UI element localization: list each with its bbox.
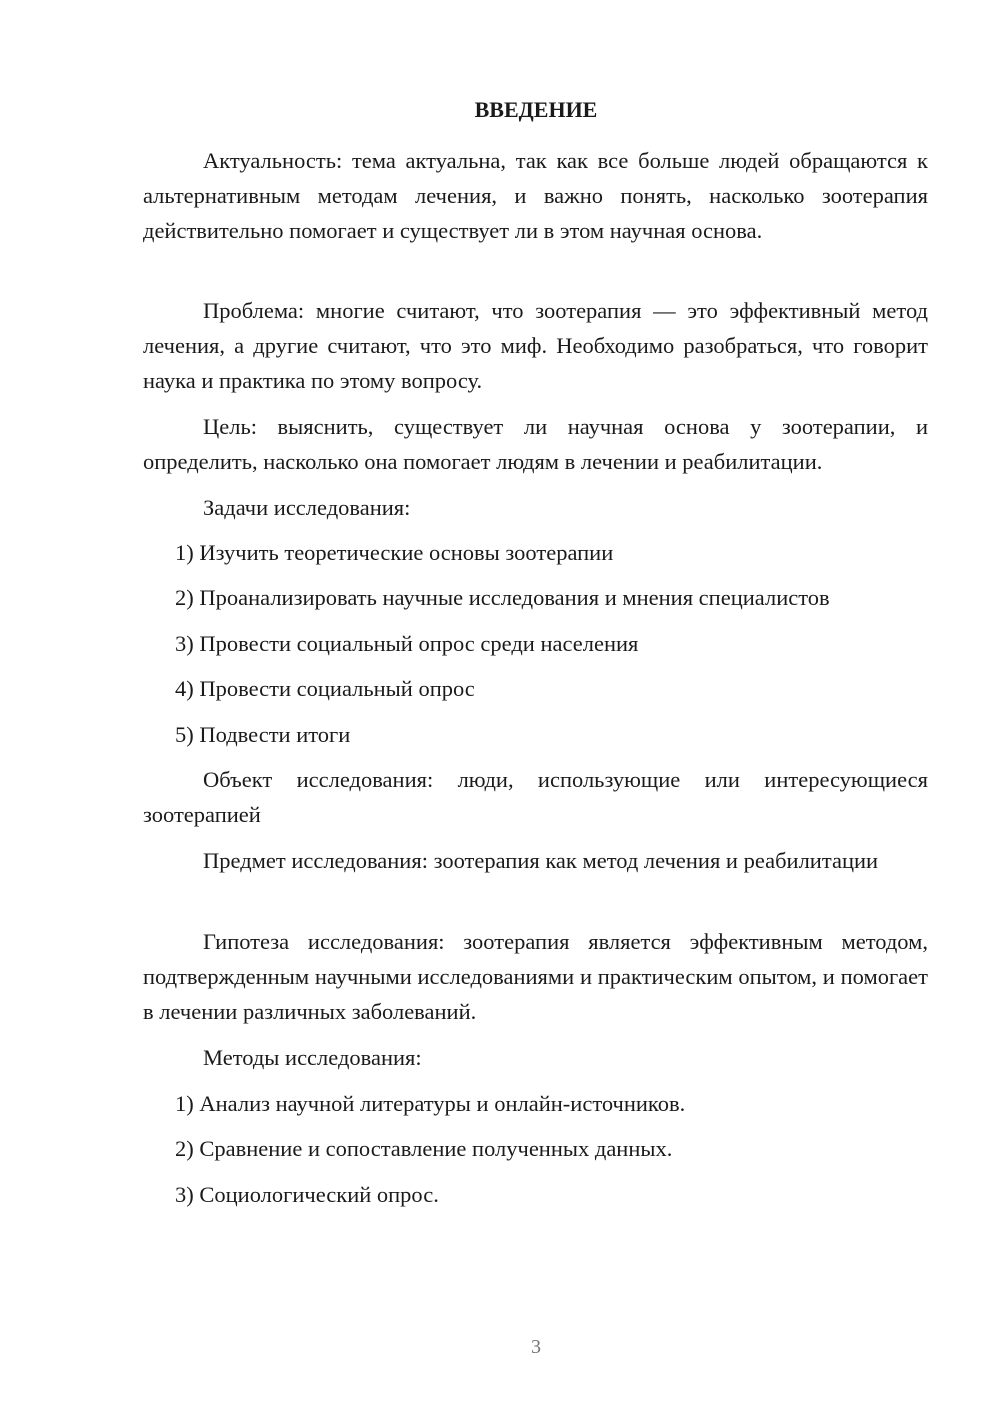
paragraph-hypothesis: Гипотеза исследования: зоотерапия является эффективным методом, подтвержденным научными исследованиями и практическим опытом, и помогает в лечении различных заболеваний. [143,929,928,1024]
page-number: 3 [531,1336,541,1358]
method-item: 1) Анализ научной литературы и онлайн-источников. [175,1091,686,1116]
paragraph-goal: Цель: выяснить, существует ли научная основа у зоотерапии, и определить, насколько она помогает людям в лечении и реабилитации. [143,414,928,474]
task-item: 1) Изучить теоретические основы зоотерапии [175,540,614,565]
paragraph-relevance: Актуальность: тема актуальна, так как все больше людей обращаются к альтернативным методам лечения, и важно понять, насколько зоотерапия действительно помогает и существует ли в этом научная основа. [143,148,928,243]
task-item: 5) Подвести итоги [175,722,351,747]
task-item: 4) Провести социальный опрос [175,676,475,701]
paragraph-subject: Предмет исследования: зоотерапия как метод лечения и реабилитации [203,848,879,873]
paragraph-problem: Проблема: многие считают, что зоотерапия — это эффективный метод лечения, а другие считают, что это миф. Необходимо разобраться, что говорит наука и практика по этому вопросу. [143,298,928,393]
section-title: ВВЕДЕНИЕ [474,97,598,122]
paragraph-object: Объект исследования: люди, использующие или интересующиеся зоотерапией [143,767,928,827]
methods-heading: Методы исследования: [203,1045,422,1070]
method-item: 2) Сравнение и сопоставление полученных данных. [175,1136,673,1161]
task-item: 3) Провести социальный опрос среди населения [175,631,639,656]
tasks-heading: Задачи исследования: [203,495,411,520]
task-item: 2) Проанализировать научные исследования и мнения специалистов [175,585,830,610]
method-item: 3) Социологический опрос. [175,1182,439,1207]
